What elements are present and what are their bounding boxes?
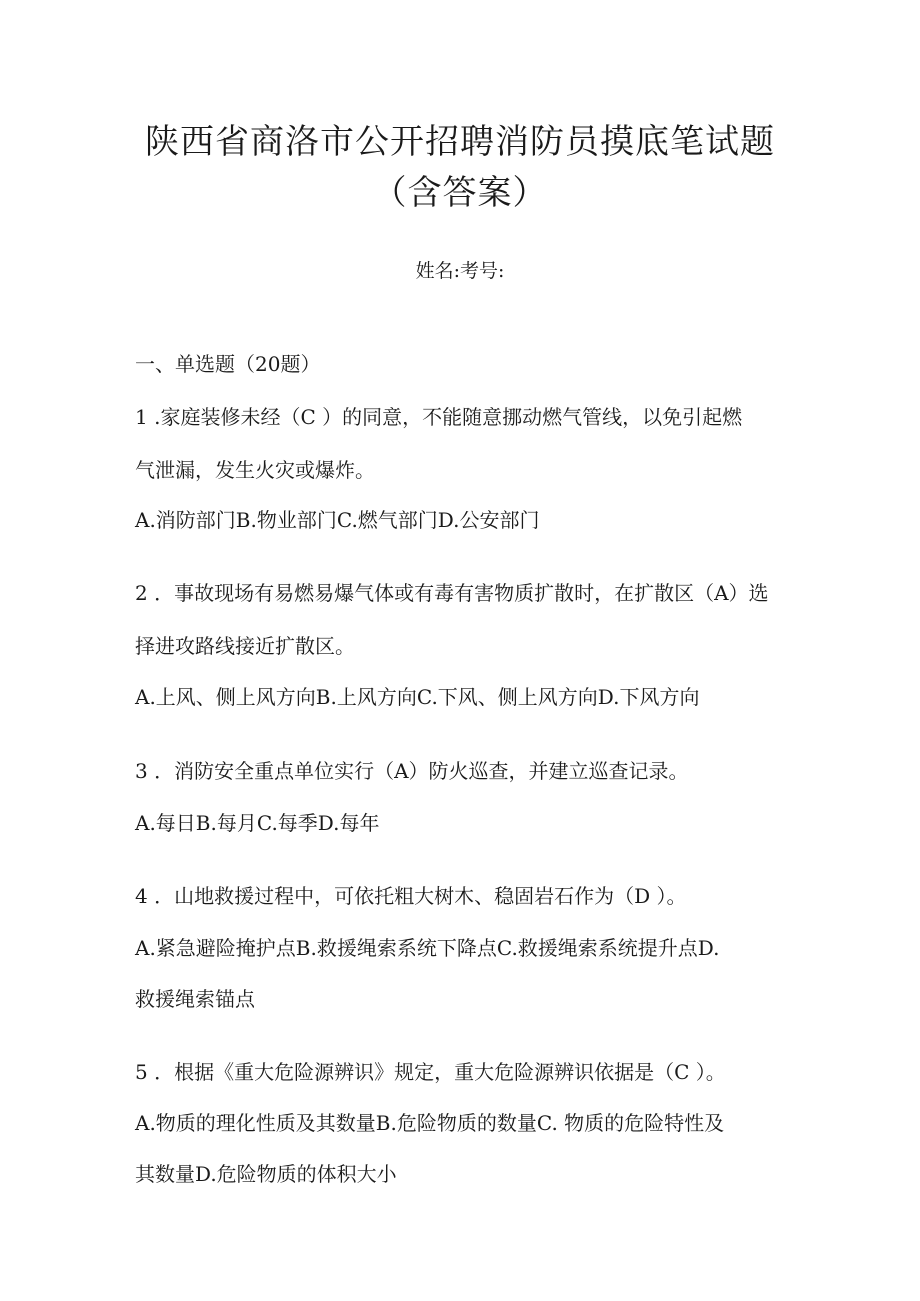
- question-5-text-line-1: 5 ．根据《重大危险源辨识》规定，重大危险源辨识依据是（C ）。: [135, 1060, 726, 1084]
- question-1-text-line-2: 气泄漏，发生火灾或爆炸。: [135, 458, 375, 482]
- document-title-line-2: （含答案）: [372, 173, 548, 213]
- question-2-text-line-2: 择进攻路线接近扩散区。: [135, 634, 355, 658]
- question-4-text-line-1: 4 ．山地救援过程中，可依托粗大树木、稳固岩石作为（D ）。: [135, 884, 687, 908]
- section-heading: 一、单选题（20题）: [135, 352, 321, 376]
- question-2-options: A.上风、侧上风方向B.上风方向C.下风、侧上风方向D.下风方向: [135, 685, 700, 709]
- document-title-line-1: 陕西省商洛市公开招聘消防员摸底笔试题: [145, 122, 775, 162]
- question-2-text-line-1: 2 ．事故现场有易燃易爆气体或有毒有害物质扩散时，在扩散区（A）选: [135, 581, 769, 605]
- question-4-options-line-2: 救援绳索锚点: [135, 987, 255, 1011]
- question-5-options-line-2: 其数量D.危险物质的体积大小: [135, 1162, 397, 1186]
- question-3-options: A.每日B.每月C.每季D.每年: [135, 811, 380, 835]
- question-4-options-line-1: A.紧急避险掩护点B.救援绳索系统下降点C.救援绳索系统提升点D.: [135, 936, 720, 960]
- question-1-options: A.消防部门B.物业部门C.燃气部门D.公安部门: [135, 508, 540, 532]
- question-3-text-line-1: 3 ．消防安全重点单位实行（A）防火巡查，并建立巡查记录。: [135, 759, 689, 783]
- question-5-options-line-1: A.物质的理化性质及其数量B.危险物质的数量C. 物质的危险特性及: [135, 1111, 725, 1135]
- candidate-fields: 姓名:考号:: [415, 260, 505, 282]
- question-1-text-line-1: 1 .家庭装修未经（C ）的同意，不能随意挪动燃气管线，以免引起燃: [135, 405, 743, 429]
